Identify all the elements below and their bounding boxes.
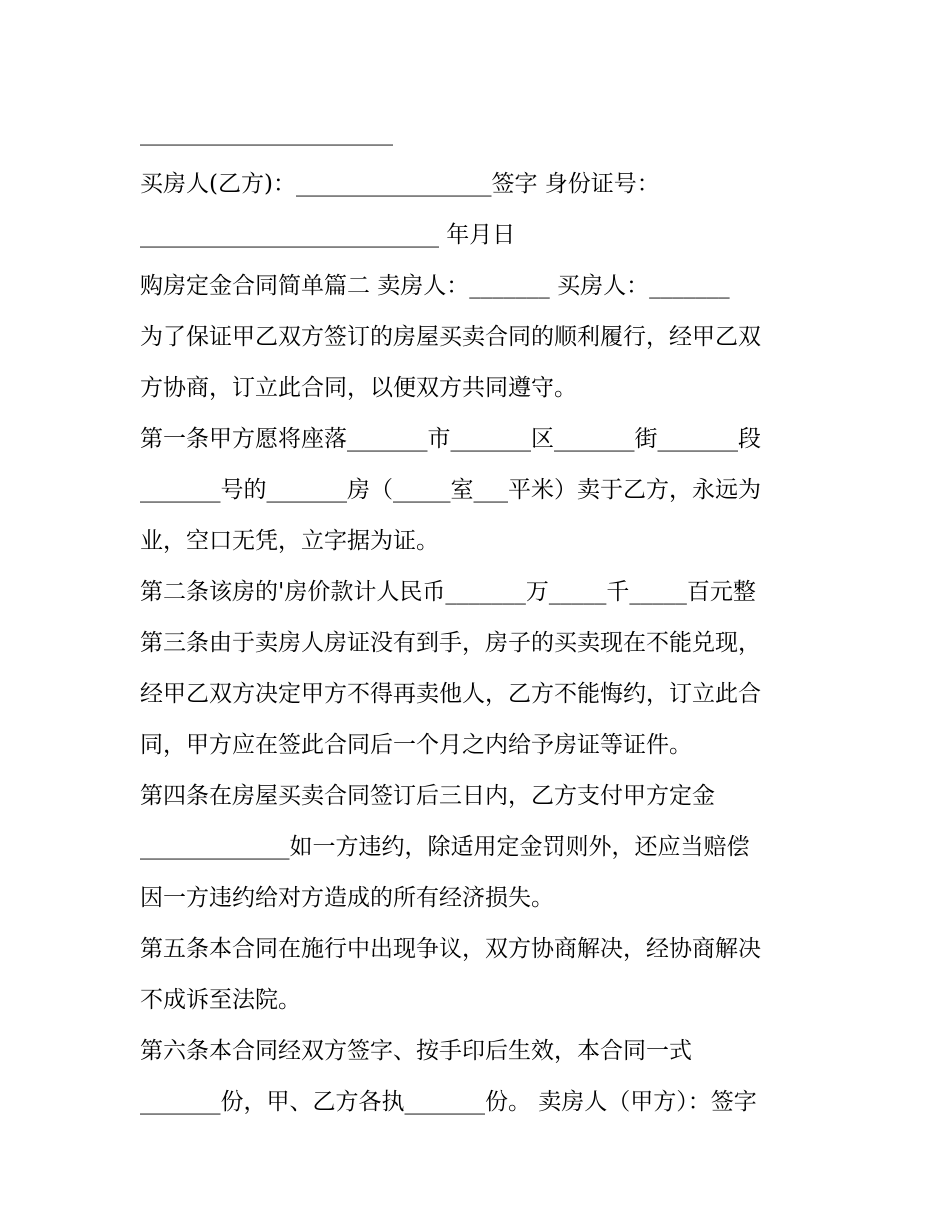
text-line: 第四条在房屋买卖合同签订后三日内，乙方支付甲方定金 [140, 783, 715, 809]
text-line: ______________________ [140, 120, 393, 146]
text-line: 第五条本合同在施行中出现争议，双方协商解决，经协商解决 [140, 936, 761, 962]
document-body [140, 108, 820, 1128]
text-line: 购房定金合同简单篇二 卖房人：_______ 买房人：_______ [140, 273, 730, 299]
text-line: 业，空口无凭，立字据为证。 [140, 528, 439, 554]
text-line: 第二条该房的'房价款计人民币_______万_____千_____百元整 [140, 579, 756, 605]
text-line: _____________如一方违约，除适用定金罚则外，还应当赔偿 [140, 834, 750, 860]
text-line: 同，甲方应在签此合同后一个月之内给予房证等证件。 [140, 732, 692, 758]
text-line: 为了保证甲乙双方签订的房屋买卖合同的顺利履行，经甲乙双 [140, 324, 761, 350]
text-line: 方协商，订立此合同，以便双方共同遵守。 [140, 375, 577, 401]
text-line: 因一方违约给对方造成的所有经济损失。 [140, 885, 554, 911]
text-line: 经甲乙双方决定甲方不得再卖他人，乙方不能悔约，订立此合 [140, 681, 761, 707]
text-line: __________________________ 年月日 [140, 222, 516, 248]
text-line: _______份，甲、乙方各执_______份。 卖房人（甲方）：签字 [140, 1089, 757, 1115]
text-line: _______号的_______房（_____室___平米）卖于乙方，永远为 [140, 477, 761, 503]
text-line: 第一条甲方愿将座落_______市_______区_______街_______段 [140, 426, 761, 452]
text-line: 第六条本合同经双方签字、按手印后生效，本合同一式 [140, 1038, 692, 1064]
text-line: 第三条由于卖房人房证没有到手，房子的买卖现在不能兑现， [140, 630, 761, 656]
text-line: 不成诉至法院。 [140, 987, 301, 1013]
text-line: 买房人(乙方)：_________________签字 身份证号： [140, 171, 660, 197]
